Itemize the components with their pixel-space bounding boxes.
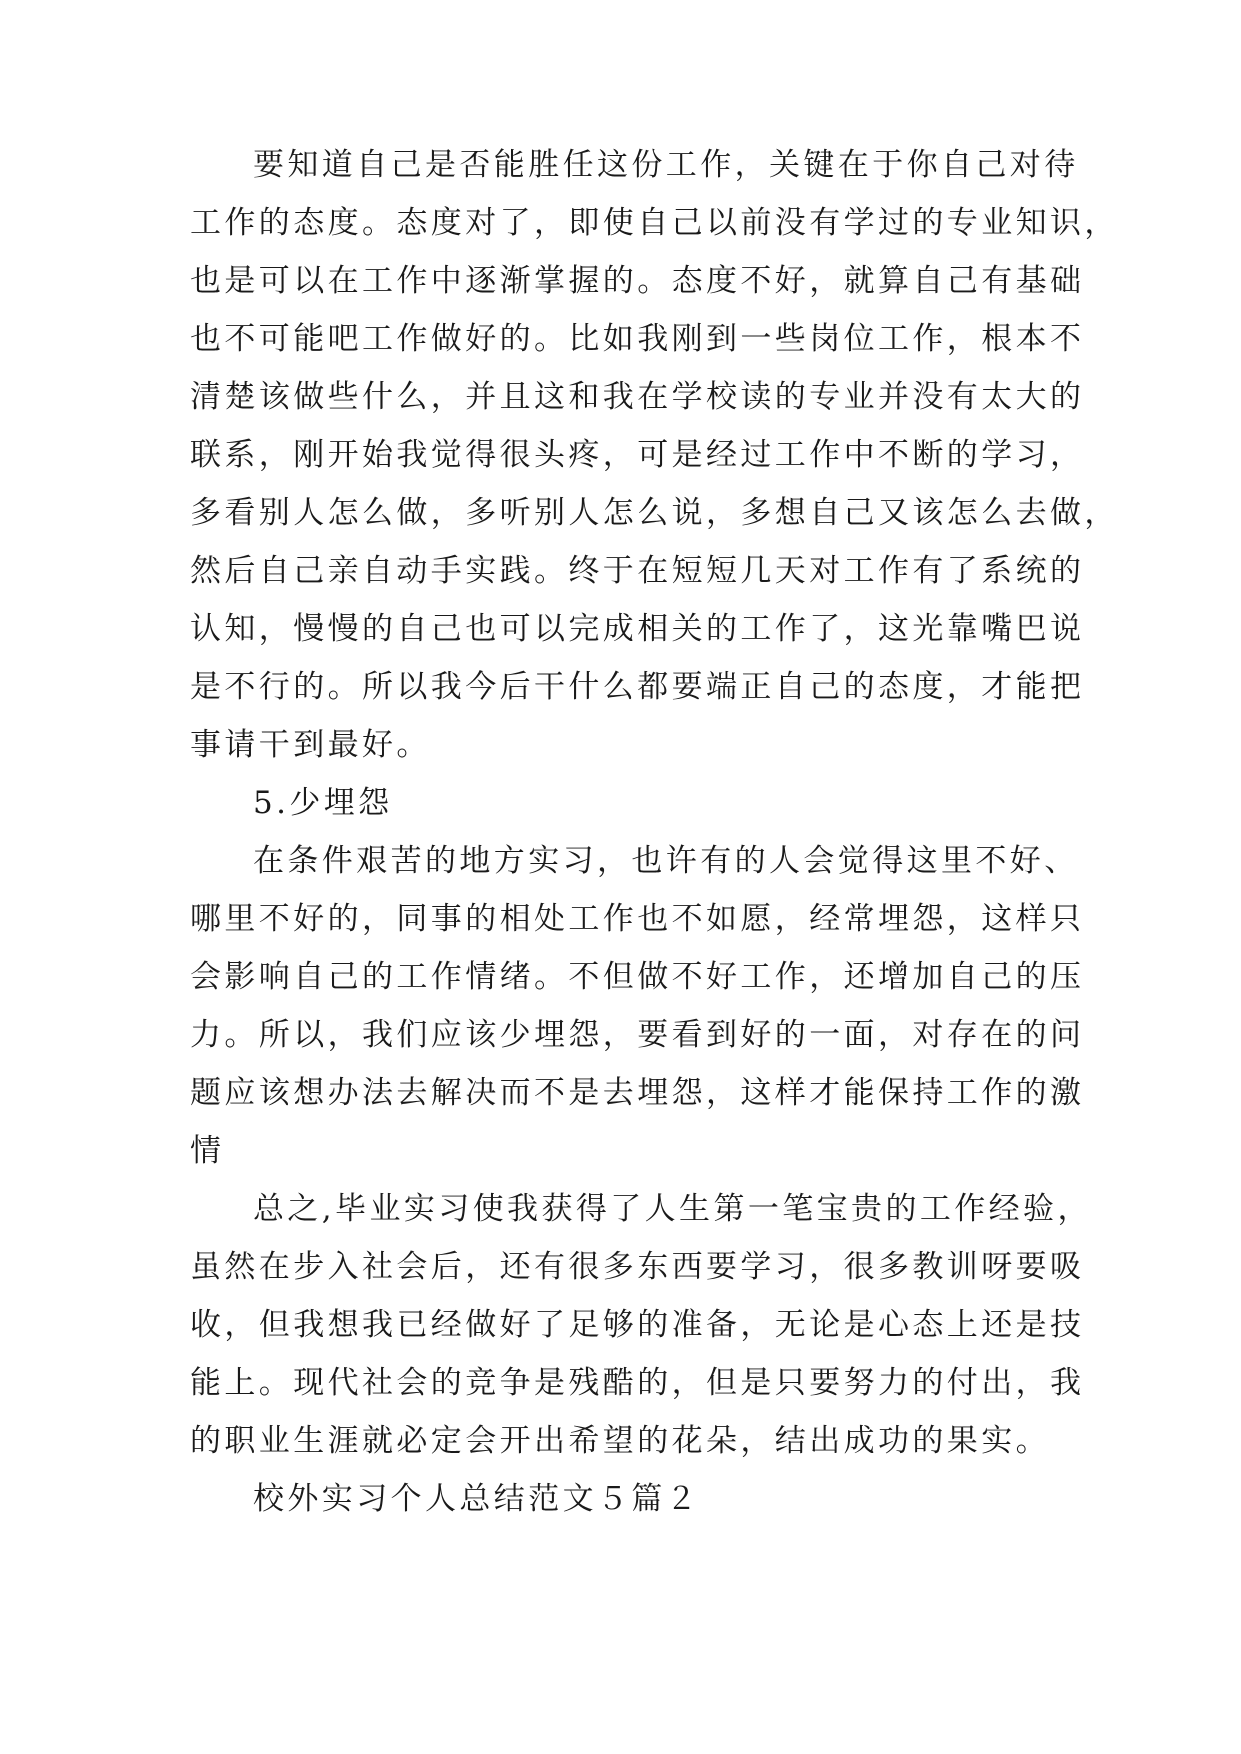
- paragraph-line: 清楚该做些什么，并且这和我在学校读的专业并没有太大的: [190, 379, 1085, 415]
- paragraph-line: 的职业生涯就必定会开出希望的花朵，结出成功的果实。: [190, 1423, 1050, 1459]
- paragraph-line: 是不行的。所以我今后干什么都要端正自己的态度，才能把: [190, 669, 1085, 705]
- section-title: 校外实习个人总结范文５篇２: [253, 1481, 701, 1517]
- paragraph-line: 也是可以在工作中逐渐掌握的。态度不好，就算自己有基础: [190, 263, 1085, 299]
- paragraph-line: 然后自己亲自动手实践。终于在短短几天对工作有了系统的: [190, 553, 1085, 589]
- paragraph-line: 要知道自己是否能胜任这份工作，关键在于你自己对待: [253, 147, 1079, 183]
- paragraph-line: 也不可能吧工作做好的。比如我刚到一些岗位工作，根本不: [190, 321, 1085, 357]
- paragraph-line: 情: [190, 1133, 225, 1169]
- paragraph-line: 事请干到最好。: [190, 727, 431, 763]
- paragraph-line: 工作的态度。态度对了，即使自己以前没有学过的专业知识，: [190, 205, 1119, 241]
- paragraph-line: 会影响自己的工作情绪。不但做不好工作，还增加自己的压: [190, 959, 1085, 995]
- paragraph-line: 认知，慢慢的自己也可以完成相关的工作了，这光靠嘴巴说: [190, 611, 1085, 647]
- paragraph-line: 总之,毕业实习使我获得了人生第一笔宝贵的工作经验，: [253, 1191, 1092, 1227]
- paragraph-line: 哪里不好的，同事的相处工作也不如愿，经常埋怨，这样只: [190, 901, 1085, 937]
- paragraph-line: 虽然在步入社会后，还有很多东西要学习，很多教训呀要吸: [190, 1249, 1085, 1285]
- paragraph-line: 联系，刚开始我觉得很头疼，可是经过工作中不断的学习，: [190, 437, 1085, 473]
- paragraph-line: 力。所以，我们应该少埋怨，要看到好的一面，对存在的问: [190, 1017, 1085, 1053]
- section-heading: 5.少埋怨: [253, 785, 393, 821]
- paragraph-line: 收，但我想我已经做好了足够的准备，无论是心态上还是技: [190, 1307, 1085, 1343]
- paragraph-line: 能上。现代社会的竞争是残酷的，但是只要努力的付出，我: [190, 1365, 1085, 1401]
- paragraph-line: 多看别人怎么做，多听别人怎么说，多想自己又该怎么去做，: [190, 495, 1119, 531]
- paragraph-line: 在条件艰苦的地方实习，也许有的人会觉得这里不好、: [253, 843, 1079, 879]
- paragraph-line: 题应该想办法去解决而不是去埋怨，这样才能保持工作的激: [190, 1075, 1085, 1111]
